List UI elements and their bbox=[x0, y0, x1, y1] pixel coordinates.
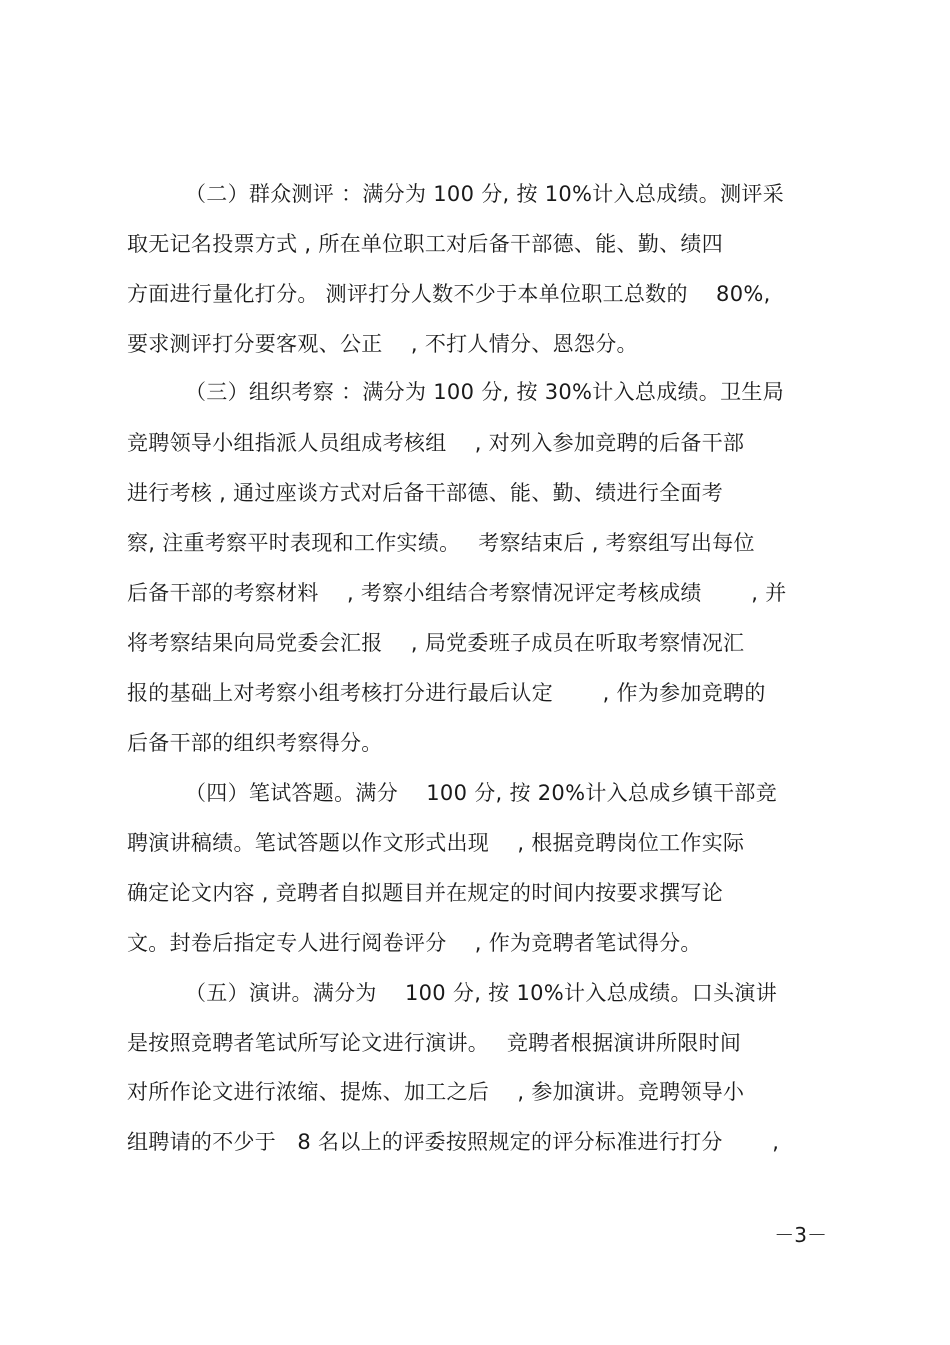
paragraph-5-line-3: 对所作论文进行浓缩、提炼、加工之后 , 参加演讲。竞聘领导小 bbox=[127, 1080, 745, 1104]
paragraph-4-line-3: 确定论文内容 , 竞聘者自拟题目并在规定的时间内按要求撰写论 bbox=[127, 881, 724, 905]
paragraph-5-line-1: （五）演讲。满分为 100 分, 按 10%计入总成绩。口头演讲 bbox=[185, 981, 778, 1005]
paragraph-3-line-3: 进行考核 , 通过座谈方式对后备干部德、能、勤、绩进行全面考 bbox=[127, 481, 724, 505]
paragraph-2-line-2: 取无记名投票方式 , 所在单位职工对后备干部德、能、勤、绩四 bbox=[127, 232, 724, 256]
paragraph-4-line-1: （四）笔试答题。满分 100 分, 按 20%计入总成乡镇干部竞 bbox=[185, 781, 778, 805]
paragraph-3-line-6: 将考察结果向局党委会汇报 , 局党委班子成员在听取考察情况汇 bbox=[127, 631, 745, 655]
paragraph-3-line-2: 竞聘领导小组指派人员组成考核组 , 对列入参加竞聘的后备干部 bbox=[127, 431, 745, 455]
paragraph-3-line-5: 后备干部的考察材料 , 考察小组结合考察情况评定考核成绩 , 并 bbox=[127, 581, 787, 605]
paragraph-2-line-4: 要求测评打分要客观、公正 , 不打人情分、恩怨分。 bbox=[127, 332, 638, 356]
paragraph-3-line-1: （三）组织考察 ：满分为 100 分, 按 30%计入总成绩。卫生局 bbox=[185, 380, 785, 404]
paragraph-4-line-4: 文。封卷后指定专人进行阅卷评分 , 作为竞聘者笔试得分。 bbox=[127, 931, 702, 955]
paragraph-2-line-1: （二）群众测评 ：满分为 100 分, 按 10%计入总成绩。测评采 bbox=[185, 182, 785, 206]
page-number: －3－ bbox=[774, 1223, 827, 1247]
paragraph-3-line-4: 察, 注重考察平时表现和工作实绩。 考察结束后 , 考察组写出每位 bbox=[127, 531, 755, 555]
paragraph-5-line-4: 组聘请的不少于 8 名以上的评委按照规定的评分标准进行打分 , bbox=[127, 1130, 780, 1154]
paragraph-4-line-2: 聘演讲稿绩。笔试答题以作文形式出现 , 根据竞聘岗位工作实际 bbox=[127, 831, 745, 855]
paragraph-5-line-2: 是按照竞聘者笔试所写论文进行演讲。 竞聘者根据演讲所限时间 bbox=[127, 1031, 742, 1055]
paragraph-2-line-3: 方面进行量化打分。 测评打分人数不少于本单位职工总数的 80%, bbox=[127, 282, 771, 306]
paragraph-3-line-7: 报的基础上对考察小组考核打分进行最后认定 , 作为参加竞聘的 bbox=[127, 681, 766, 705]
paragraph-3-line-8: 后备干部的组织考察得分。 bbox=[127, 731, 383, 755]
